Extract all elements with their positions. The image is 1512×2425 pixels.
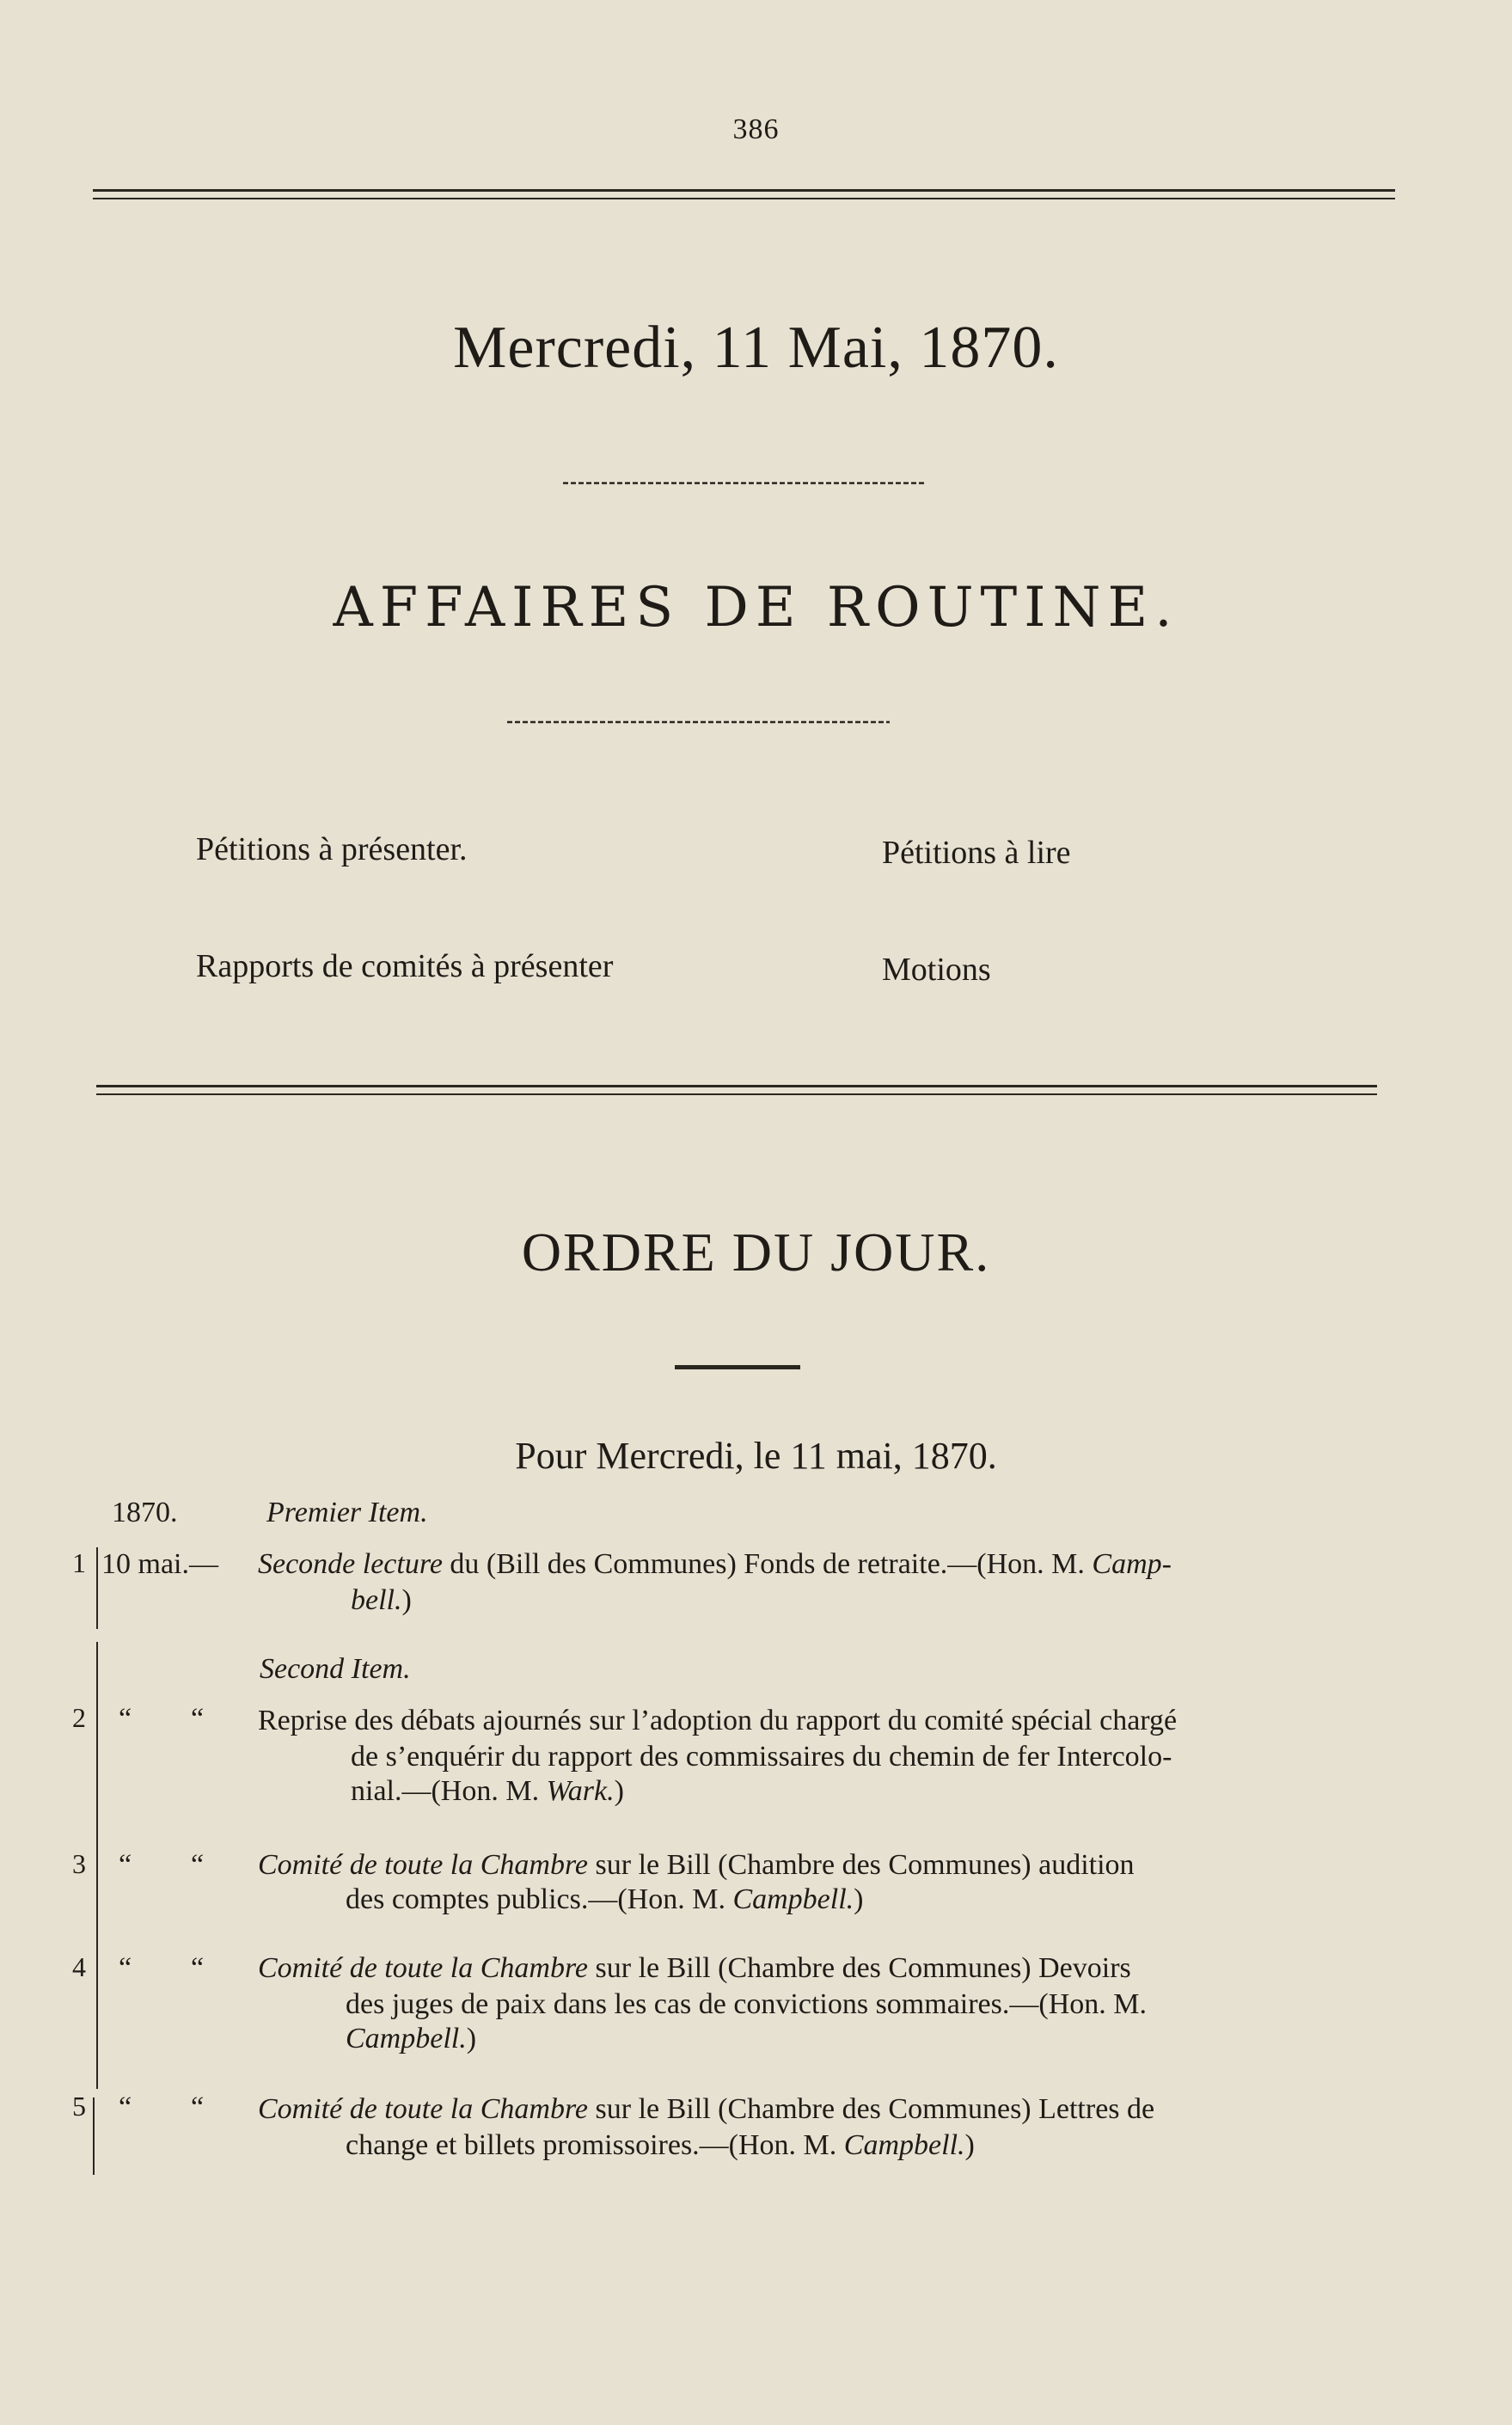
entry-text: du (Bill des Communes) Fonds de retraite.—(Hon. M.	[442, 1548, 1093, 1580]
ditto-mark: “	[191, 1703, 205, 1735]
entry-line	[351, 1583, 412, 1618]
year-label: 1870.	[112, 1497, 178, 1528]
entry-number: 3	[72, 1848, 86, 1879]
entry-number: 1	[72, 1547, 86, 1578]
premier-item-label: Premier Item.	[266, 1497, 428, 1528]
ditto-mark: “	[119, 2091, 132, 2123]
top-rule	[93, 189, 1395, 192]
routine-heading: AFFAIRES DE ROUTINE.	[333, 576, 1179, 640]
pour-heading: Pour Mercredi, le 11 mai, 1870.	[515, 1435, 997, 1477]
section-rule-thin	[96, 1093, 1377, 1095]
entry-text: nial.—(Hon. M.	[351, 1775, 547, 1807]
margin-line	[96, 1547, 98, 1629]
routine-item-petitions-lire: Pétitions à lire	[882, 835, 1071, 871]
ditto-mark: “	[191, 2091, 205, 2123]
wavy-divider	[507, 717, 890, 727]
routine-item-rapports: Rapports de comités à présenter	[196, 948, 614, 984]
entry-text: change et billets promissoires.—(Hon. M.	[346, 2129, 844, 2161]
margin-line	[93, 2097, 95, 2175]
entry-lead: Comité de toute la Chambre	[258, 1952, 589, 1984]
entry-text: sur le Bill (Chambre des Communes) Lettres de	[588, 2093, 1155, 2125]
margin-line	[96, 1642, 98, 2089]
ordre-heading: ORDRE DU JOUR.	[521, 1222, 991, 1283]
top-rule-thin	[93, 198, 1395, 199]
entry-lead: Comité de toute la Chambre	[258, 2093, 589, 2125]
section-rule	[96, 1085, 1377, 1087]
entry-number: 4	[72, 1951, 86, 1982]
page-number: 386	[732, 113, 780, 145]
ditto-mark: “	[119, 1952, 132, 1984]
wavy-divider	[563, 478, 924, 488]
ditto-mark: “	[119, 1703, 132, 1735]
entry-text: )	[401, 1584, 412, 1616]
entry-line	[258, 1547, 1393, 1582]
entry-line	[351, 1774, 624, 1809]
entry-text: )	[466, 2023, 477, 2055]
entry-text: )	[964, 2129, 975, 2161]
entry-line	[346, 2022, 476, 2056]
entry-text-italic: Campbell.	[346, 2023, 467, 2055]
routine-item-petitions-presenter: Pétitions à présenter.	[196, 831, 468, 867]
entry-text-italic: Campbell.	[843, 2129, 965, 2161]
entry-text-italic: Campbell.	[732, 1883, 854, 1915]
ditto-mark: “	[191, 1952, 205, 1984]
entry-line	[346, 1883, 864, 1917]
ditto-mark: “	[191, 1849, 205, 1881]
entry-text: sur le Bill (Chambre des Communes) audition	[588, 1849, 1135, 1881]
entry-line: des juges de paix dans les cas de convictions sommaires.—(Hon. M.	[346, 1988, 1147, 2020]
date-title: Mercredi, 11 Mai, 1870.	[453, 315, 1059, 381]
routine-item-motions: Motions	[882, 952, 991, 988]
entry-line: Reprise des débats ajournés sur l’adoption du rapport du comité spécial chargé	[258, 1705, 1178, 1736]
entry-text-italic: Wark.	[546, 1775, 615, 1807]
entry-text-italic: Camp-	[1092, 1548, 1172, 1580]
entry-line	[346, 2128, 975, 2163]
entry-number: 5	[72, 2091, 86, 2122]
entry-text: )	[614, 1775, 624, 1807]
entry-number: 2	[72, 1702, 86, 1733]
short-rule	[675, 1365, 800, 1369]
ditto-mark: “	[119, 1849, 132, 1881]
entry-line: de s’enquérir du rapport des commissaires du chemin de fer Intercolo-	[351, 1741, 1172, 1773]
entry-line	[258, 1848, 1135, 1883]
entry-text: des comptes publics.—(Hon. M.	[346, 1883, 733, 1915]
entry-lead: Comité de toute la Chambre	[258, 1849, 589, 1881]
entry-line	[258, 1951, 1131, 1986]
second-item-label: Second Item.	[260, 1653, 411, 1685]
entry-text: )	[854, 1883, 864, 1915]
entry-line	[258, 2092, 1154, 2127]
entry-date: 10 mai.—	[101, 1548, 218, 1580]
entry-text: sur le Bill (Chambre des Communes) Devoirs	[588, 1952, 1131, 1984]
entry-lead: Seconde lecture	[258, 1548, 443, 1580]
entry-text-italic: bell.	[351, 1584, 402, 1616]
